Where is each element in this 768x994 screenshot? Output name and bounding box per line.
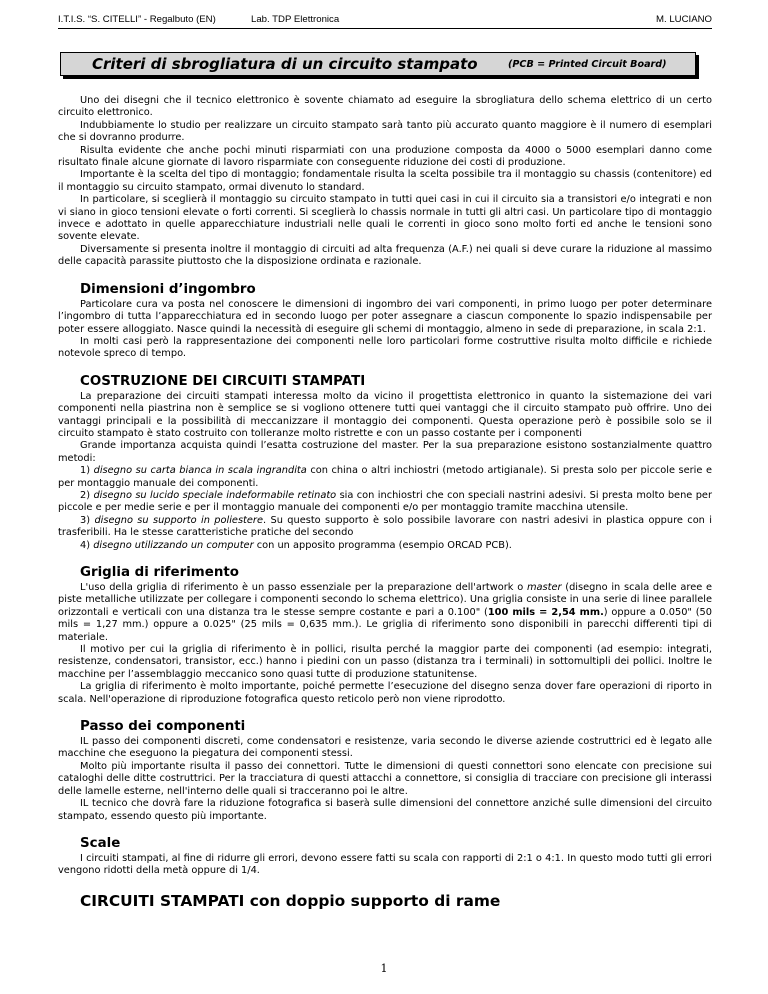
passo-paragraph-2: Molto più importante risulta il passo dei connettori. Tutte le dimensioni di questi connettori sono elencate con precisione sui cataloghi delle ditte costruttrici. Per la tracciatura di questi attacchi a connettore, si consiglia di tracciare con precisione gli interassi delle lamelle esterne, nell'interno delle quali si tracceranno poi le altre. xyxy=(58,760,712,797)
method-number-1: 1) xyxy=(80,465,91,477)
intro-paragraph-2: Indubbiamente lo studio per realizzare un circuito stampato sarà tanto più accurato quanto maggiore è il numero di esemplari che si dovranno produrre. xyxy=(58,119,712,144)
section-heading-doppio: CIRCUITI STAMPATI con doppio supporto di rame xyxy=(80,891,501,910)
method-number-2: 2) xyxy=(80,489,91,501)
costruzione-paragraph-1: La preparazione dei circuiti stampati interessa molto da vicino il progettista elettronico in quanto la sistemazione dei vari componenti nella piastrina non è semplice se si vogliono ottenere tutti quei vantaggi che il circuito stampato può offrire. Uno dei vantaggi principali e la possibilità di meccanizzare il montaggio dei componenti. Questa operazione però è possibile solo se il circuito stampato è stato costruito con tolleranze molto ristrette e con un passo costante per i componenti xyxy=(58,390,712,439)
griglia-mils-highlight: 100 mils = 2,54 mm. xyxy=(487,606,604,618)
method-name-2: disegno su lucido speciale indeformabile retinato xyxy=(93,489,337,501)
intro-paragraph-6: Diversamente si presenta inoltre il montaggio di circuiti ad alta frequenza (A.F.) nei quali si deve curare la riduzione al massimo delle capacità parassite piuttosto che la disposizione ordinata e razionale. xyxy=(58,243,712,268)
intro-paragraph-1: Uno dei disegni che il tecnico elettronico è sovente chiamato ad eseguire la sbrogliatura dello schema elettrico di un certo circuito elettronico. xyxy=(58,95,712,119)
griglia-paragraph-1 xyxy=(58,582,712,644)
method-item-2 xyxy=(58,490,712,515)
scala-paragraph-1: I circuiti stampati, al fine di ridurre gli errori, devono essere fatti su scala con rapporti di 2:1 o 4:1. In questo modo tutti gli errori vengono ridotti della metà oppure di 1/4. xyxy=(58,852,712,877)
method-name-4: disegno utilizzando un computer xyxy=(93,539,254,551)
method-name-1: disegno su carta bianca in scala ingrandita xyxy=(93,465,307,477)
griglia-paragraph-3: La griglia di riferimento è molto importante, poiché permette l’esecuzione del disegno senza dover fare operazioni di riporto in scala. Nell'operazione di riproduzione fotografica questo reticolo però non viene riprodotto. xyxy=(58,681,712,705)
header-school: I.T.I.S. “S. CITELLI” - Regalbuto (EN) xyxy=(58,14,216,25)
griglia-text-a: L'uso della griglia di riferimento è un passo essenziale per la preparazione dell'artwork o xyxy=(80,582,524,593)
method-item-1 xyxy=(58,465,712,490)
intro-paragraph-5: In particolare, si sceglierà il montaggio su circuito stampato in tutti quei casi in cui il circuito sia a transistori e/o integrati e non vi siano in gioco tensioni elevate o forti correnti. Si sceglierà lo chassis normale in tutti gli altri casi. Un particolare tipo di montaggio invece e adottato in quelle apparecchiature industriali nelle quali le correnti in gioco sono molto forti ed anche le tensioni sono sovente elevate. xyxy=(58,194,712,243)
section-heading-scala: Scale xyxy=(80,835,121,851)
method-number-4: 4) xyxy=(80,539,91,551)
costruzione-paragraph-2: Grande importanza acquista quindi l’esatta costruzione del master. Per la sua preparazione esistono sostanzialmente quattro metodi: xyxy=(58,440,712,464)
page-number: 1 xyxy=(380,962,388,975)
method-description-2: sia con inchiostri che con speciali nastrini adesivi. Si presta molto bene per piccole e per medie serie e per il montaggio manuale dei componenti e/o per montaggio tramite macchina utensile. xyxy=(58,489,712,514)
intro-paragraph-4: Importante è la scelta del tipo di montaggio; fondamentale risulta la scelta possibile tra il montaggio su chassis (contenitore) ed il montaggio su circuito stampato, ormai divenuto lo standard. xyxy=(58,169,712,193)
section-heading-dimensioni: Dimensioni d’ingombro xyxy=(80,281,256,297)
griglia-paragraph-2: Il motivo per cui la griglia di riferimento è in pollici, risulta perché la maggior parte dei componenti (ad esempio: integrati, resistenze, condensatori, transistor, ecc.) hanno i piedini con un passo (distanza tra i terminali) in sottomultipli dei pollici. Inoltre le macchine per l’assemblaggio meccanico sono quasi tutte di produzione statunitense. xyxy=(58,644,712,680)
griglia-text-c: ) oppure a 0.050" (50 mils = 1,27 mm.) oppure a 0.025" (25 mils = 0,635 mm.). Le griglia di riferimento sono disponibili in parecchi differenti tipi di materiale. xyxy=(58,606,712,643)
document-title-box xyxy=(60,52,696,76)
method-description-4: con un apposito programma (esempio ORCAD PCB). xyxy=(256,539,512,551)
document-title: Criteri di sbrogliatura di un circuito stampato xyxy=(92,55,478,73)
page-header xyxy=(58,14,712,29)
header-lab: Lab. TDP Elettronica xyxy=(251,14,340,25)
passo-paragraph-3: IL tecnico che dovrà fare la riduzione fotografica si baserà sulle dimensioni del connettore anziché sulle dimensioni del circuito stampato, essendo questo più importante. xyxy=(58,798,712,822)
passo-paragraph-1: IL passo dei componenti discreti, come condensatori e resistenze, varia secondo le diverse aziende costruttrici ed è legato alle macchine che eseguono la piegatura dei componenti stessi. xyxy=(58,736,712,760)
griglia-text-b: (disegno in scala delle aree e piste metalliche utilizzate per collegare i componenti secondo lo schema elettrico). Una griglia consiste in una serie di linee parallele orizzontali e verticali con una distanza tra le stesse sempre costante e pari a 0.100" ( xyxy=(58,582,713,618)
document-body xyxy=(58,95,712,911)
header-author: M. LUCIANO xyxy=(656,14,712,25)
intro-paragraph-3: Risulta evidente che anche pochi minuti risparmiati con una produzione composta da 4000 o 5000 esemplari danno come risultato finale alcune giornate di lavoro risparmiate con conseguente riduzione dei costi di produzione. xyxy=(58,144,712,169)
section-heading-passo: Passo dei componenti xyxy=(80,719,246,735)
document-subtitle: (PCB = Printed Circuit Board) xyxy=(508,59,667,70)
method-item-3 xyxy=(58,515,712,540)
section-heading-costruzione: COSTRUZIONE DEI CIRCUITI STAMPATI xyxy=(80,373,366,389)
method-number-3: 3) xyxy=(80,514,91,526)
method-description-1: con china o altri inchiostri (metodo artigianale). Si presta solo per piccole serie e per montaggio manuale dei componenti. xyxy=(58,465,712,489)
section-heading-griglia: Griglia di riferimento xyxy=(80,565,239,580)
dimensioni-paragraph-2: In molti casi però la rappresentazione dei componenti nelle loro particolari forme costruttive risulta molto difficile e richiede notevole spreco di tempo. xyxy=(58,335,712,360)
dimensioni-paragraph-1: Particolare cura va posta nel conoscere le dimensioni di ingombro dei vari componenti, in primo luogo per poter determinare l’ingombro di tutta l’apparecchiatura ed in secondo luogo per poter assegnare a ciascun componente lo spazio indispensabile per poter essere alloggiato. Nasce quindi la necessità di eseguire gli schemi di montaggio, almeno in sede di preparazione, in scala 2:1. xyxy=(58,298,712,335)
griglia-master-term: master xyxy=(526,582,562,593)
method-item-4 xyxy=(58,540,712,552)
method-description-3: . Su questo supporto è solo possibile lavorare con nastri adesivi in plastica oppure con i trasferibili. Ha le stesse caratteristiche pratiche del secondo xyxy=(58,514,712,539)
method-name-3: disegno su supporto in poliestere xyxy=(94,514,263,526)
